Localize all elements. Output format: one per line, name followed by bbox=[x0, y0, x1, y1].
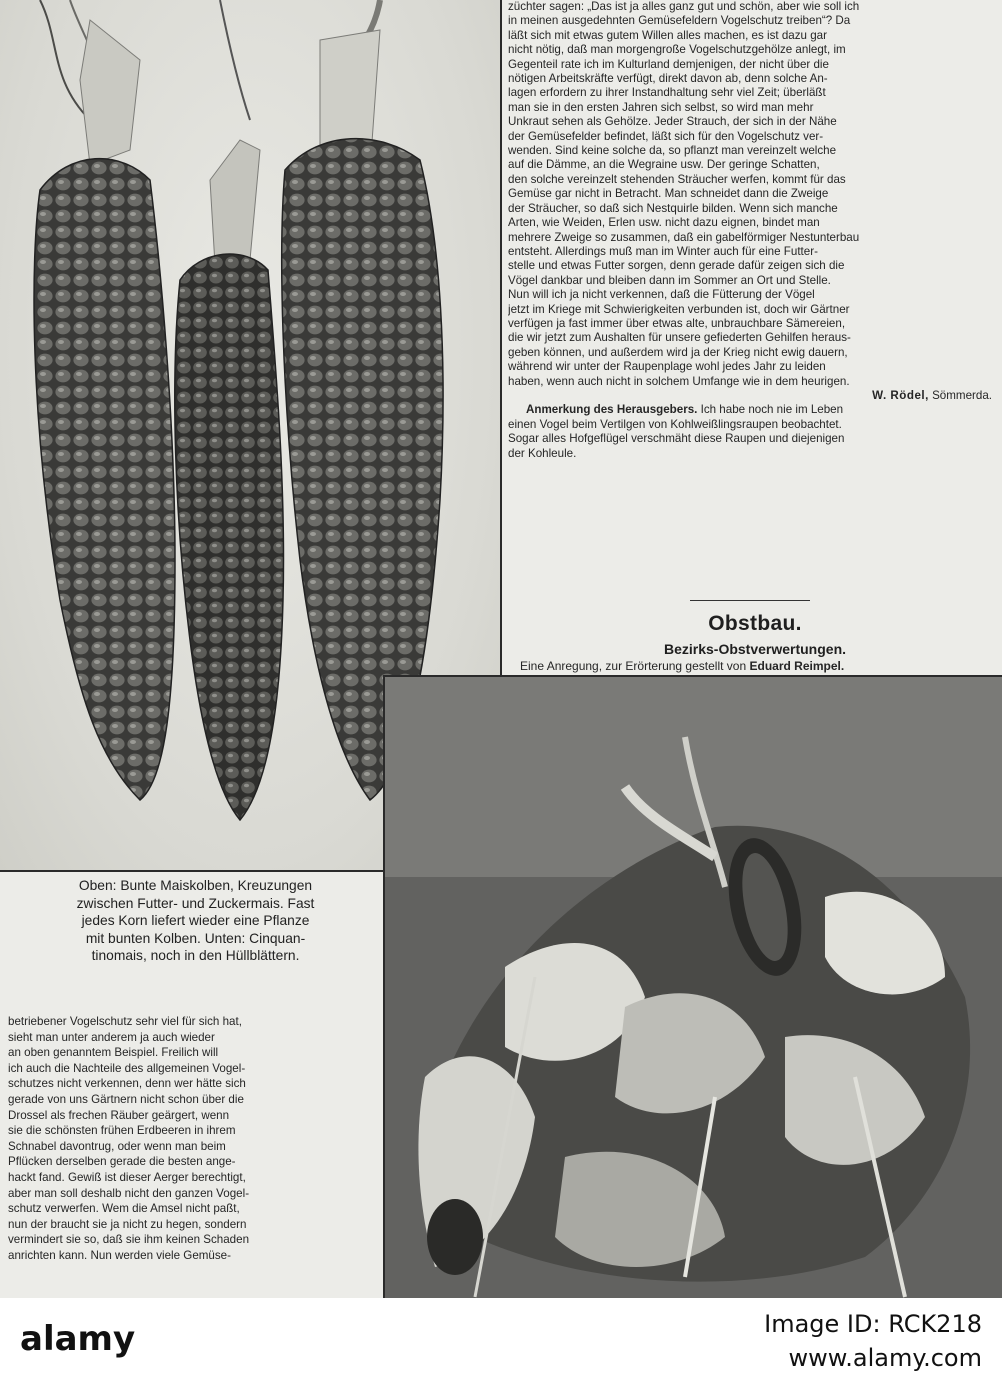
footer-url-link[interactable]: www.alamy.com bbox=[788, 1344, 982, 1372]
section-title: Obstbau. bbox=[708, 612, 802, 635]
caption-line: jedes Korn liefert wieder eine Pflanze bbox=[81, 913, 310, 928]
article-line: Unkraut sehen als Gehölze. Jeder Strauch, der sich in der Nähe bbox=[508, 115, 837, 129]
left-column-line: Pflücken derselben gerade die besten ange- bbox=[8, 1155, 236, 1169]
byline-prefix: Eine Anregung, zur Erörterung gestellt von bbox=[520, 659, 747, 673]
article-line: verfügen ja fast immer über etwas alte, unbrauchbare Sämereien, bbox=[508, 316, 846, 330]
left-column-line: nun der braucht sie ja nicht zu hegen, sondern bbox=[8, 1217, 247, 1231]
section-subtitle: Bezirks-Obstverwertungen. bbox=[663, 641, 847, 657]
article-line: nötigen Arbeitskräfte verfügt, direkt davon ab, denn solche An- bbox=[508, 72, 828, 86]
left-column-line: betriebener Vogelschutz sehr viel für sich hat, bbox=[8, 1015, 242, 1028]
article-vogelschutz bbox=[508, 0, 1002, 604]
editor-note-line: Ich habe noch nie im Leben bbox=[700, 403, 844, 417]
article-line: wenden. Sind keine solche da, so pflanzt man vereinzelt welche bbox=[508, 144, 837, 158]
left-column-line: anrichten kann. Nun werden viele Gemüse- bbox=[8, 1248, 231, 1262]
article-line: Gegenteil rate ich im Kulturland demjenigen, der nicht über die bbox=[508, 57, 829, 71]
article-line: läßt sich mit etwas gutem Willen alles machen, es ist dazu gar bbox=[508, 28, 827, 42]
article-line: der Gemüsefelder befindet, läßt sich für den Vogelschutz ver- bbox=[508, 129, 824, 143]
article-line: mehrere Zweige so zusammen, daß ein gabelförmiger Nestunterbau bbox=[508, 230, 860, 244]
image-id: Image ID: RCK218 bbox=[764, 1310, 982, 1338]
article-line: den solche vereinzelt stehenden Sträucher werfen, kommt für das bbox=[508, 172, 846, 186]
caption-line: tinomais, noch in den Hüllblättern. bbox=[91, 948, 300, 963]
section-byline bbox=[520, 659, 1002, 673]
article-line: züchter sagen: „Das ist ja alles ganz gut und schön, aber wie soll ich bbox=[508, 0, 860, 13]
left-column-line: Schnabel davontrug, oder wenn man beim bbox=[8, 1139, 226, 1153]
left-column-line: sieht man unter anderem ja auch wieder bbox=[8, 1030, 215, 1044]
left-column-line: ich auch die Nachteile des allgemeinen Vogel- bbox=[8, 1061, 246, 1075]
left-column-line: Drossel als frechen Räuber geärgert, wenn bbox=[8, 1108, 230, 1122]
left-column-line: gerade von uns Gärtnern nicht schon über die bbox=[8, 1092, 244, 1106]
caption-line: zwischen Futter- und Zuckermais. Fast bbox=[76, 895, 315, 911]
left-column-line: sie die schönsten frühen Erdbeeren in ihrem bbox=[8, 1124, 236, 1138]
article-line: nicht nötig, daß man morgengroße Vogelschutzgehölze anlegt, im bbox=[508, 43, 846, 57]
left-column-text bbox=[8, 1014, 374, 1298]
cinquantino-maize-photo bbox=[383, 675, 1002, 1298]
article-line: Nun will ich ja nicht verkennen, daß die Fütterung der Vögel bbox=[508, 288, 815, 302]
editor-note-line: einen Vogel beim Vertilgen von Kohlweißlingsraupen beobachtet. bbox=[508, 417, 842, 431]
cinquantino-illustration bbox=[385, 677, 1002, 1298]
article-line: entsteht. Allerdings muß man im Winter auch für eine Futter- bbox=[508, 244, 818, 258]
left-column-line: schutzes nicht verkennen, denn wer hätte sich bbox=[8, 1077, 246, 1091]
article-line: in meinen ausgedehnten Gemüsefeldern Vogelschutz treiben“? Da bbox=[508, 14, 851, 28]
signature-name: W. Rödel, bbox=[872, 388, 929, 402]
article-line: lagen erfordern zu ihrer Instandhaltung sehr viel Zeit; überläßt bbox=[508, 86, 826, 100]
editor-note-line: der Kohleule. bbox=[508, 446, 577, 460]
article-line: der Sträucher, so daß sich Nestquirle bilden. Wenn sich manche bbox=[508, 201, 838, 215]
left-column-line: hackt fand. Gewiß ist dieser Aerger berechtigt, bbox=[8, 1170, 246, 1184]
article-line: jetzt im Kriege mit Schwierigkeiten verbunden ist, doch wir Gärtner bbox=[508, 302, 850, 316]
alamy-logo-icon[interactable] bbox=[20, 1316, 170, 1360]
editor-note-label: Anmerkung des Herausgebers. bbox=[526, 403, 698, 417]
signature-place: Sömmerda. bbox=[932, 388, 992, 402]
article-line: während wir unter der Raupenplage wohl jedes Jahr zu leiden bbox=[508, 360, 826, 374]
photo-caption bbox=[18, 877, 373, 965]
stock-footer bbox=[0, 1298, 1002, 1390]
article-signature bbox=[508, 389, 1002, 403]
article-line: man sie in den ersten Jahren sich selbst, so wird man mehr bbox=[508, 100, 814, 114]
article-line: die wir jetzt zum Aushalten für unsere gefiederten Gehilfen heraus- bbox=[508, 331, 851, 345]
caption-line: mit bunten Kolben. Unten: Cinquan- bbox=[85, 930, 306, 946]
article-line: geben können, und außerdem wird ja der Krieg nicht ewig dauern, bbox=[508, 345, 848, 359]
left-column-line: schutz verwerfen. Wem die Amsel nicht paßt, bbox=[8, 1202, 240, 1216]
left-column-line: an oben genanntem Beispiel. Freilich will bbox=[8, 1046, 219, 1060]
caption-line: Oben: Bunte Maiskolben, Kreuzungen bbox=[78, 878, 313, 893]
left-column-line: vermindert sie so, daß sie ihm keinen Schaden bbox=[8, 1233, 250, 1247]
editor-note bbox=[508, 403, 1002, 417]
brand-text: alamy bbox=[20, 1319, 136, 1359]
left-column-line: aber man soll deshalb nicht den ganzen Vogel- bbox=[8, 1186, 250, 1200]
byline-author: Eduard Reimpel. bbox=[749, 659, 845, 673]
article-line: auf die Dämme, an die Wegraine usw. Der geringe Schatten, bbox=[508, 158, 820, 172]
article-line: stelle und etwas Futter sorgen, denn gerade dafür zeigen sich die bbox=[508, 259, 845, 273]
article-line: Vögel dankbar und bleiben dann im Sommer an Ort und Stelle. bbox=[508, 273, 831, 287]
editor-note-line: Sogar alles Hofgeflügel verschmäht diese Raupen und diejenigen bbox=[508, 432, 845, 446]
article-line: Arten, wie Weiden, Erlen usw. nicht dazu eignen, bindet man bbox=[508, 216, 820, 230]
section-divider bbox=[690, 600, 810, 601]
article-line: Gemüse gar nicht in Betracht. Man schneidet dann die Zweige bbox=[508, 187, 829, 201]
article-line: haben, wenn auch nicht in solchem Umfange wie in dem heurigen. bbox=[508, 374, 850, 388]
